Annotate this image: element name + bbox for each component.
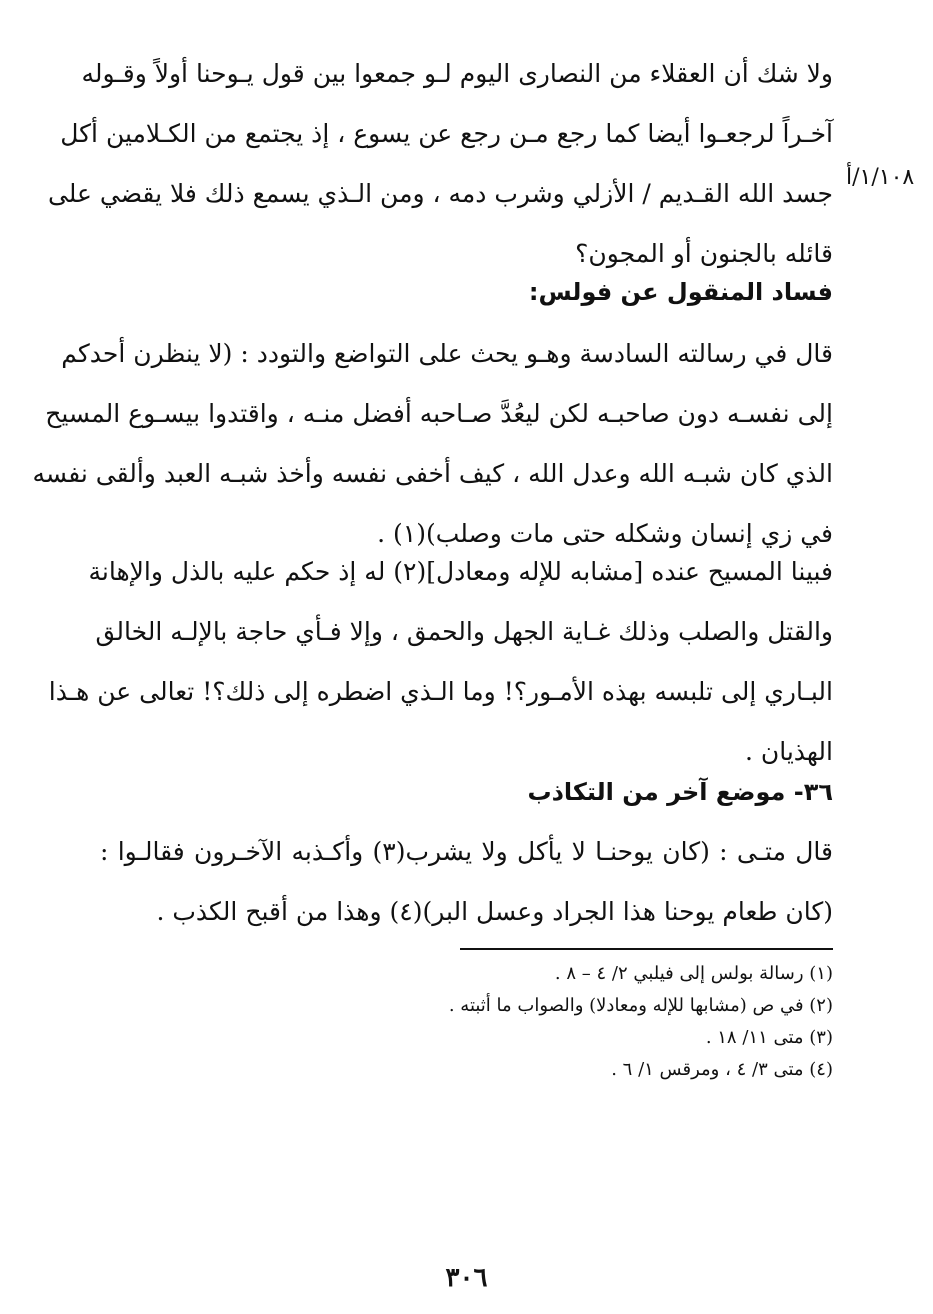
text-line: الهذيان . [744, 737, 833, 766]
page-number: ٣٠٦ [445, 1263, 488, 1293]
text-line: (كان طعام يوحنا هذا الجراد وعسل البر)(٤) وهذا من أقبح الكذب . [156, 897, 833, 926]
text-line: قائله بالجنون أو المجون؟ [575, 239, 833, 268]
margin-folio-note: ١/١٠٨/أ [846, 165, 915, 190]
footnote: (٣) متى ١١/ ١٨ . [705, 1027, 833, 1048]
footnote: (٢) في ص (مشابها للإله ومعادلا) والصواب ما أثبته . [448, 995, 833, 1016]
footnote: (٤) متى ٣/ ٤ ، ومرقس ١/ ٦ . [611, 1059, 833, 1080]
paragraph-2 [32, 324, 833, 564]
footnote-divider [460, 948, 833, 950]
text-line: قال متـى : (كان يوحنـا لا يأكل ولا يشرب(٣) وأكـذبه الآخـرون فقالـوا : [100, 837, 833, 866]
text-line: فبينا المسيح عنده [مشابه للإله ومعادل](٢) له إذ حكم عليه بالذل والإهانة [88, 557, 833, 586]
text-line: إلى نفسـه دون صاحبـه لكن ليعُدَّ صـاحبه أفضل منـه ، واقتدوا بيسـوع المسيح [45, 399, 833, 428]
section-heading: فساد المنقول عن فولس: [528, 278, 833, 306]
text-line: ولا شك أن العقلاء من النصارى اليوم لـو جمعوا بين قول يـوحنا أولاً وقـوله [81, 59, 833, 88]
paragraph-1 [47, 44, 833, 284]
text-line: والقتل والصلب وذلك غـاية الجهل والحمق ، وإلا فـأي حاجة بالإلـه الخالق [95, 617, 833, 646]
footnotes [300, 958, 833, 1086]
paragraph-3 [48, 542, 833, 782]
footnote: (١) رسالة بولس إلى فيلبي ٢/ ٤ – ٨ . [554, 963, 833, 984]
text-line: قال في رسالته السادسة وهـو يحث على التواضع والتودد : (لا ينظرن أحدكم [61, 339, 833, 368]
text-line: آخـراً لرجعـوا أيضا كما رجع مـن رجع عن يسوع ، إذ يجتمع من الكـلامين أكل [60, 119, 833, 148]
paragraph-4 [100, 822, 833, 942]
section-heading-numbered: ٣٦- موضع آخر من التكاذب [527, 778, 833, 806]
text-line: جسد الله القـديم / الأزلي وشرب دمه ، ومن الـذي يسمع ذلك فلا يقضي على [47, 179, 833, 208]
text-line: في زي إنسان وشكله حتى مات وصلب)(١) . [377, 519, 833, 548]
text-line: البـاري إلى تلبسه بهذه الأمـور؟! وما الـذي اضطره إلى ذلك؟! تعالى عن هـذا [48, 677, 833, 706]
text-line: الذي كان شبـه الله وعدل الله ، كيف أخفى نفسه وأخذ شبـه العبد وألقى نفسه [32, 459, 833, 488]
